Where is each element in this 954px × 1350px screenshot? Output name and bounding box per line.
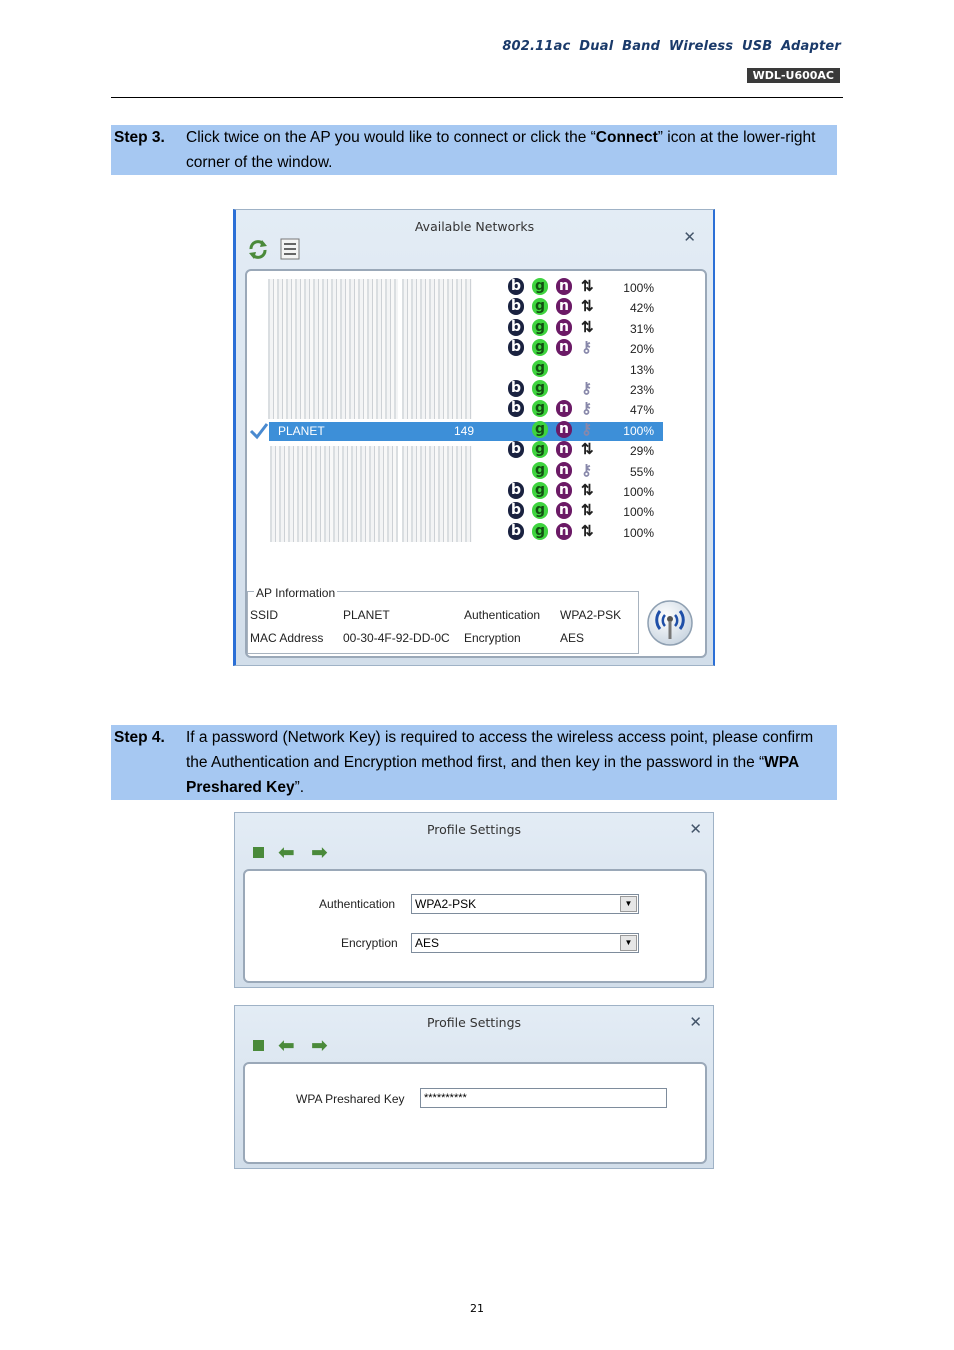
chevron-down-icon[interactable]: ▼: [620, 896, 637, 912]
document-title: 802.11ac Dual Band Wireless USB Adapter: [502, 39, 841, 54]
mode-g-icon: g: [532, 482, 548, 499]
mode-g-icon: g: [532, 380, 548, 397]
step-3-text: [186, 125, 837, 175]
step-4-text-a: If a password (Network Key) is required to access the wireless access point, please confirm the Authentication and Encryption method first, and then key in the password in the “: [186, 729, 814, 771]
mac-address-value: 00-30-4F-92-DD-0C: [343, 631, 450, 645]
authentication-value: WPA2-PSK: [560, 608, 622, 622]
signal-percent: 13%: [629, 362, 654, 377]
back-arrow-icon[interactable]: ⬅: [278, 1033, 295, 1057]
signal-percent: 100%: [623, 423, 654, 438]
authentication-select-value: WPA2-PSK: [415, 897, 477, 911]
ssid-label: SSID: [250, 608, 279, 622]
key-icon: ⚷: [581, 400, 592, 418]
profile-panel-1: [243, 869, 707, 983]
mode-n-icon: n: [556, 482, 572, 499]
mode-g-icon: g: [532, 339, 548, 356]
mode-n-icon: n: [556, 441, 572, 458]
window-title: Available Networks: [414, 219, 535, 234]
mac-address-label: MAC Address: [250, 631, 324, 645]
mode-b-icon: b: [508, 400, 524, 417]
encryption-select[interactable]: [411, 933, 639, 953]
blurred-ssid-column: [268, 279, 398, 419]
authentication-select[interactable]: [411, 894, 639, 914]
ad-hoc-icon: ⇅: [581, 522, 594, 540]
mode-g-icon: g: [532, 400, 548, 417]
ap-information-legend: AP Information: [256, 586, 336, 600]
stop-icon[interactable]: [253, 1040, 264, 1051]
model-badge: WDL-U600AC: [747, 68, 840, 83]
ad-hoc-icon: ⇅: [581, 502, 594, 520]
key-icon: ⚷: [581, 380, 592, 397]
mode-g-icon: g: [532, 441, 548, 458]
forward-arrow-icon[interactable]: ➡: [311, 1033, 328, 1057]
step-3-bold: Connect: [595, 129, 658, 146]
step-4-text: [186, 725, 837, 800]
signal-percent: 31%: [629, 321, 654, 336]
mode-g-icon: g: [532, 360, 548, 377]
signal-percent: 23%: [629, 383, 654, 397]
mode-n-icon: n: [556, 421, 572, 438]
selected-channel: 149: [454, 424, 475, 438]
step-3-box: [111, 125, 837, 175]
close-icon[interactable]: ✕: [689, 1013, 702, 1031]
step-3-label: Step 3.: [114, 129, 165, 146]
mode-n-icon: n: [556, 502, 572, 519]
mode-g-icon: g: [532, 278, 548, 295]
ssid-value: PLANET: [343, 608, 390, 622]
blurred-ssid-column-lower: [270, 446, 398, 542]
page-number: 21: [470, 1302, 484, 1315]
ad-hoc-icon: ⇅: [581, 441, 594, 459]
encryption-value: AES: [560, 631, 585, 645]
mode-b-icon: b: [508, 380, 524, 397]
mode-b-icon: b: [508, 482, 524, 499]
step-4-label: Step 4.: [114, 729, 165, 746]
signal-percent: 100%: [623, 505, 654, 520]
mode-n-icon: n: [556, 400, 572, 417]
mode-b-icon: b: [508, 319, 524, 336]
chevron-down-icon[interactable]: ▼: [620, 935, 637, 951]
header-rule: [111, 97, 843, 98]
mode-b-icon: b: [508, 523, 524, 540]
signal-percent: 29%: [629, 444, 654, 459]
mode-g-icon: g: [532, 462, 548, 479]
list-icon[interactable]: [280, 238, 300, 260]
encryption-select-value: AES: [415, 936, 440, 950]
blurred-channel-column-lower: [402, 446, 472, 542]
mode-b-icon: b: [508, 298, 524, 315]
ad-hoc-icon: ⇅: [581, 318, 594, 336]
mode-n-icon: n: [556, 339, 572, 356]
mode-b-icon: b: [508, 278, 524, 295]
signal-percent: 100%: [623, 281, 654, 295]
selected-ssid: PLANET: [278, 424, 325, 438]
mode-b-icon: b: [508, 502, 524, 519]
authentication-label: Authentication: [464, 608, 541, 622]
signal-percent: 20%: [629, 342, 654, 357]
mode-n-icon: n: [556, 462, 572, 479]
authentication-label: Authentication: [319, 897, 396, 911]
step-4-bold: WPA Preshared Key: [186, 754, 799, 796]
refresh-icon[interactable]: [247, 238, 269, 260]
signal-percent: 100%: [623, 485, 654, 499]
forward-arrow-icon[interactable]: ➡: [311, 840, 328, 864]
mode-n-icon: n: [556, 523, 572, 540]
mode-n-icon: n: [556, 298, 572, 315]
step-3-text-a: Click twice on the AP you would like to connect or click the “: [186, 129, 596, 146]
key-icon: ⚷: [581, 339, 592, 357]
ad-hoc-icon: ⇅: [581, 298, 594, 316]
signal-percent: 47%: [629, 403, 654, 418]
ad-hoc-icon: ⇅: [581, 482, 594, 499]
profile-title-1: Profile Settings: [426, 822, 522, 837]
key-icon: ⚷: [581, 461, 592, 479]
mode-g-icon: g: [532, 523, 548, 540]
signal-percent: 42%: [629, 301, 654, 316]
back-arrow-icon[interactable]: ⬅: [278, 840, 295, 864]
mode-b-icon: b: [508, 441, 524, 458]
mode-g-icon: g: [532, 298, 548, 315]
profile-settings-window-2: [234, 1005, 714, 1169]
encryption-label: Encryption: [464, 631, 521, 645]
mode-n-icon: n: [556, 319, 572, 336]
profile-panel-2: [243, 1062, 707, 1164]
stop-icon[interactable]: [253, 847, 264, 858]
mode-n-icon: n: [556, 278, 572, 295]
mode-g-icon: g: [532, 319, 548, 336]
blurred-channel-column: [402, 279, 472, 419]
close-icon[interactable]: ✕: [683, 228, 696, 246]
wpa-preshared-key-input[interactable]: **********: [420, 1088, 667, 1108]
mode-b-icon: b: [508, 339, 524, 356]
key-icon: ⚷: [581, 420, 592, 438]
ad-hoc-icon: ⇅: [581, 278, 594, 295]
connect-button[interactable]: [646, 599, 694, 647]
step-3-text-b: ” icon at the lower-right corner of the window.: [186, 129, 816, 171]
close-icon[interactable]: ✕: [689, 820, 702, 838]
wpa-preshared-key-label: WPA Preshared Key: [296, 1092, 405, 1106]
mode-g-icon: g: [532, 502, 548, 519]
step-4-text-b: ”.: [294, 779, 305, 796]
profile-title-2: Profile Settings: [426, 1015, 522, 1030]
signal-percent: 100%: [623, 525, 654, 540]
signal-percent: 55%: [629, 464, 654, 479]
connected-check-icon: [249, 422, 269, 440]
encryption-label: Encryption: [341, 936, 398, 950]
step-4-box: [111, 725, 837, 800]
mode-g-icon: g: [532, 421, 548, 438]
